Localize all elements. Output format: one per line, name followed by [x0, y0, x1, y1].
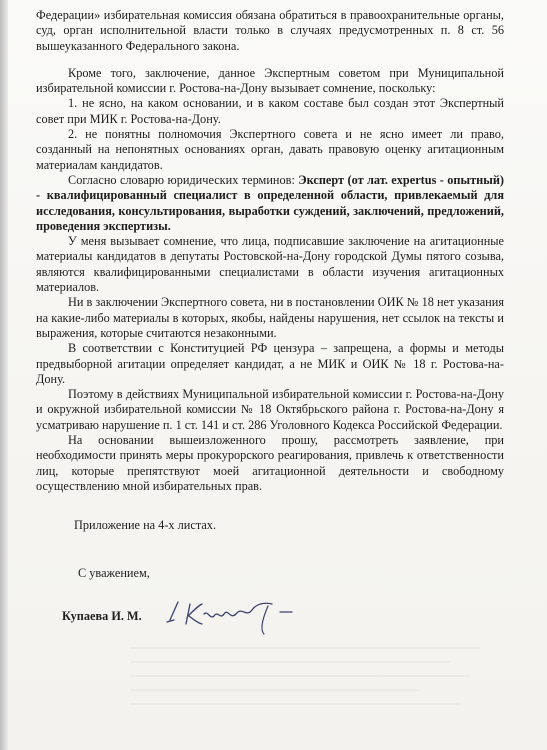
- paragraph-constitution: В соответствии с Конституцией РФ цензура – запрещена, а формы и методы предвыборной агитации определяет кандидат, а не МИК и ОИК № 18 г. Ростова-на-Дону.: [36, 341, 504, 386]
- paragraph-dictionary-definition: [36, 173, 504, 234]
- paragraph-violation: Поэтому в действиях Муниципальной избирательной комиссии г. Ростова-на-Дону и окружной избирательной комиссии № 18 Октябрьского района г. Ростова-на-Дону я усматриваю нарушение п. 1 ст. 141 и ст. 286 Уголовного Кодекса Российской Федерации.: [36, 387, 504, 432]
- closing-regards: С уважением,: [78, 566, 150, 580]
- paragraph-request: На основании вышеизложенного прошу, рассмотреть заявление, при необходимости принять меры прокурорского реагирования, привлечь к ответственности лиц, которые препятствуют моей агитационной деятельности и свободному осуществлению мной избирательных прав.: [36, 433, 504, 493]
- dictionary-intro: Согласно словарю юридических терминов:: [68, 172, 295, 187]
- list-item-1: 1. не ясно, на каком основании, и в каком составе был создан этот Экспертный совет при МИК г. Ростова-на-Дону.: [36, 96, 504, 126]
- page-shadow-edge: [0, 0, 8, 750]
- attachment-note: Приложение на 4-х листах.: [74, 518, 217, 532]
- paragraph-no-references: Ни в заключении Экспертного совета, ни в постановлении ОИК № 18 нет указания на какие-либо материалы в которых, якобы, найдены нарушения, нет ссылок на тексты и выражения, которые считаются незаконными.: [36, 295, 504, 340]
- bleed-through-text: [120, 640, 500, 710]
- paragraph-qualification-doubt: У меня вызывает сомнение, что лица, подписавшие заключение на агитационные материалы кандидатов в депутаты Ростовской-на-Дону городской Думы пятого созыва, являются квалифицированными специалистами в области изучения агитационных материалов.: [36, 234, 504, 295]
- expert-definition: Эксперт (от лат. expertus - опытный) - квалифицированный специалист в определенной области, привлекаемый для исследования, консультирования, выработки суждений, заключений, предложений, проведения экспертизы.: [36, 172, 504, 233]
- body-text: [36, 8, 504, 494]
- list-item-2: 2. не понятны полномочия Экспертного совета и не ясно имеет ли право, созданный на непонятных основаниях орган, давать правовую оценку агитационным материалам кандидатов.: [36, 127, 504, 172]
- paragraph-continuation: Федерации» избирательная комиссия обязана обратиться в правоохранительные органы, суд, орган исполнительной власти только в случаях предусмотренных п. 8 ст. 56 вышеуказанного Федерального закона.: [36, 8, 504, 53]
- signer-name: Купаева И. М.: [62, 609, 142, 623]
- paragraph-expert-council-doubt: Кроме того, заключение, данное Экспертным советом при Муниципальной избирательной комиссии г. Ростова-на-Дону вызывает сомнение, поскольку:: [36, 65, 504, 96]
- handwritten-signature: [164, 590, 304, 638]
